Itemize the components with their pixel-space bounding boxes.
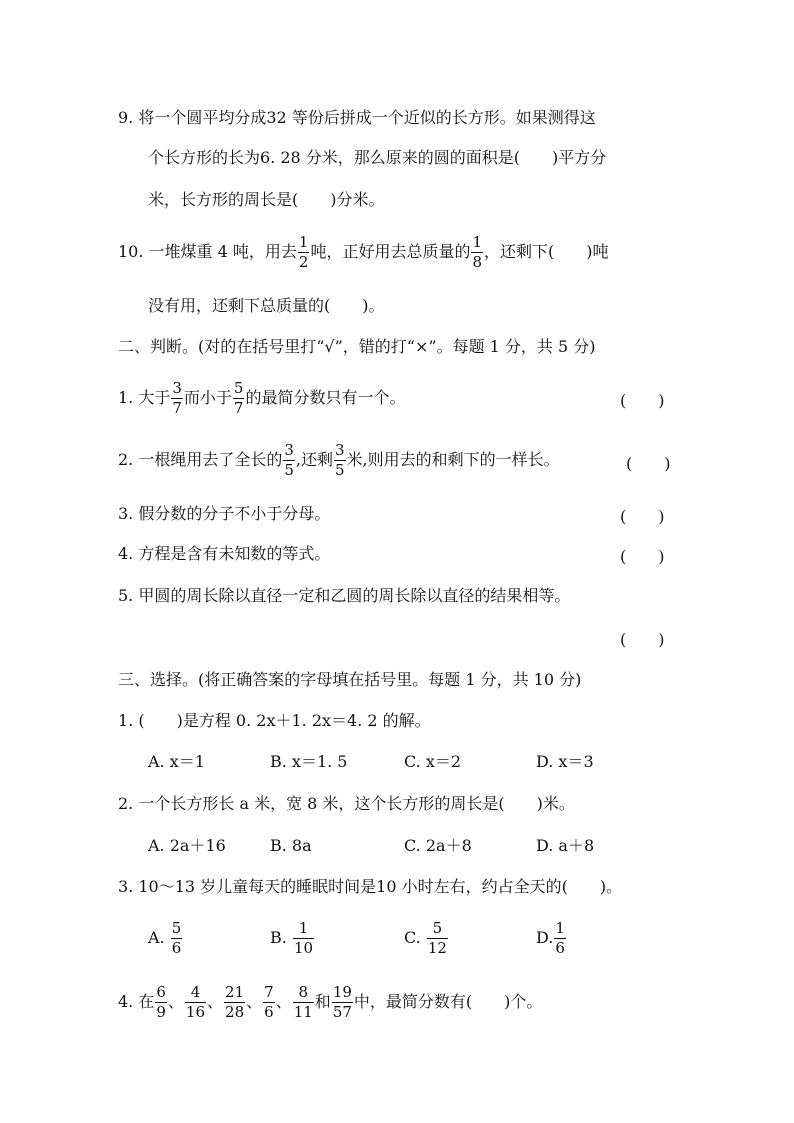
- fraction: $\frac{1}{2}$: [298, 233, 309, 271]
- choice-3-option-c[interactable]: C. $\frac{5}{12}$: [404, 919, 447, 957]
- fraction: $\frac{1}{6}$: [555, 919, 565, 957]
- judge-3: 3. 假分数的分子不小于分母。: [118, 504, 331, 523]
- q10-line-2: 没有用，还剩下总质量的( )。: [148, 296, 385, 315]
- fraction: $\frac{5}{6}$: [171, 919, 182, 957]
- judge-4: 4. 方程是含有未知数的等式。: [118, 544, 331, 563]
- answer-parentheses[interactable]: ( ): [620, 547, 665, 566]
- choice-1-option-c[interactable]: C. x＝2: [404, 752, 462, 771]
- choice-3-option-d[interactable]: D. $\frac{1}{6}$: [536, 919, 565, 957]
- q9-line-3: 米，长方形的周长是( )分米。: [148, 190, 385, 209]
- fraction: $\frac{3}{5}$: [284, 441, 294, 479]
- fraction: $\frac{1}{10}$: [293, 919, 314, 957]
- judge-1: 1. 大于 $\frac{3}{7}$ 而小于 $\frac{5}{7}$ 的最简分数只有一个。: [118, 379, 406, 417]
- choice-1: 1. ( )是方程 0. 2x＋1. 2x＝4. 2 的解。: [118, 711, 431, 730]
- q10-line-1: 10. 一堆煤重 4 吨，用去 $\frac{1}{2}$ 吨，正好用去总质量的 $\frac{1}{8}$ ，还剩下( )吨: [118, 233, 609, 271]
- fraction: $\frac{21}{28}$: [225, 983, 245, 1021]
- answer-parentheses[interactable]: ( ): [620, 630, 665, 649]
- choice-4: 4. 在 $\frac{6}{9}$ 、 $\frac{4}{16}$ 、 $\frac{21}{28}$ 、 $\frac{7}{6}$ 、 $\frac{8}{11}$ 和 $\frac{19}{57}$ 中，最简分数有( )个。: [118, 983, 543, 1021]
- fraction: $\frac{7}{6}$: [264, 983, 274, 1021]
- choice-3: 3. 10～13 岁儿童每天的睡眠时间是10 小时左右，约占全天的( )。: [118, 877, 623, 896]
- fraction: $\frac{5}{7}$: [233, 379, 244, 417]
- fraction: $\frac{1}{8}$: [472, 233, 482, 271]
- choice-2: 2. 一个长方形长 a 米，宽 8 米，这个长方形的周长是( )米。: [118, 794, 575, 813]
- judge-5: 5. 甲圆的周长除以直径一定和乙圆的周长除以直径的结果相等。: [118, 586, 571, 605]
- answer-parentheses[interactable]: ( ): [620, 507, 665, 526]
- q9-line-1: 9. 将一个圆平均分成32 等份后拼成一个近似的长方形。如果测得这: [118, 108, 596, 127]
- choice-1-option-a[interactable]: A. x＝1: [148, 752, 205, 771]
- choice-2-option-c[interactable]: C. 2a＋8: [404, 836, 472, 855]
- fraction: $\frac{5}{12}$: [427, 919, 447, 957]
- fraction: $\frac{3}{7}$: [172, 379, 182, 417]
- answer-parentheses[interactable]: ( ): [626, 454, 671, 473]
- fraction: $\frac{6}{9}$: [156, 983, 166, 1021]
- section-3-heading: 三、选择。(将正确答案的字母填在括号里。每题 1 分，共 10 分): [118, 670, 582, 689]
- fraction: $\frac{8}{11}$: [293, 983, 313, 1021]
- choice-2-option-a[interactable]: A. 2a＋16: [148, 836, 226, 855]
- fraction: $\frac{4}{16}$: [185, 983, 206, 1021]
- choice-1-option-b[interactable]: B. x＝1. 5: [270, 752, 348, 771]
- judge-2: 2. 一根绳用去了全长的 $\frac{3}{5}$ ,还剩 $\frac{3}{5}$ 米,则用去的和剩下的一样长。: [118, 441, 560, 479]
- q9-line-2: 个长方形的长为6. 28 分米，那么原来的圆的面积是( )平方分: [148, 148, 607, 167]
- fraction: $\frac{19}{57}$: [332, 983, 352, 1021]
- choice-3-option-b[interactable]: B. $\frac{1}{10}$: [270, 919, 314, 957]
- fraction: $\frac{3}{5}$: [335, 441, 345, 479]
- choice-2-option-d[interactable]: D. a＋8: [536, 836, 595, 855]
- answer-parentheses[interactable]: ( ): [620, 391, 665, 410]
- section-2-heading: 二、判断。(对的在括号里打“√”，错的打“×”。每题 1 分，共 5 分): [118, 337, 596, 356]
- choice-2-option-b[interactable]: B. 8a: [270, 836, 312, 855]
- choice-3-option-a[interactable]: A. $\frac{5}{6}$: [148, 919, 182, 957]
- choice-1-option-d[interactable]: D. x＝3: [536, 752, 594, 771]
